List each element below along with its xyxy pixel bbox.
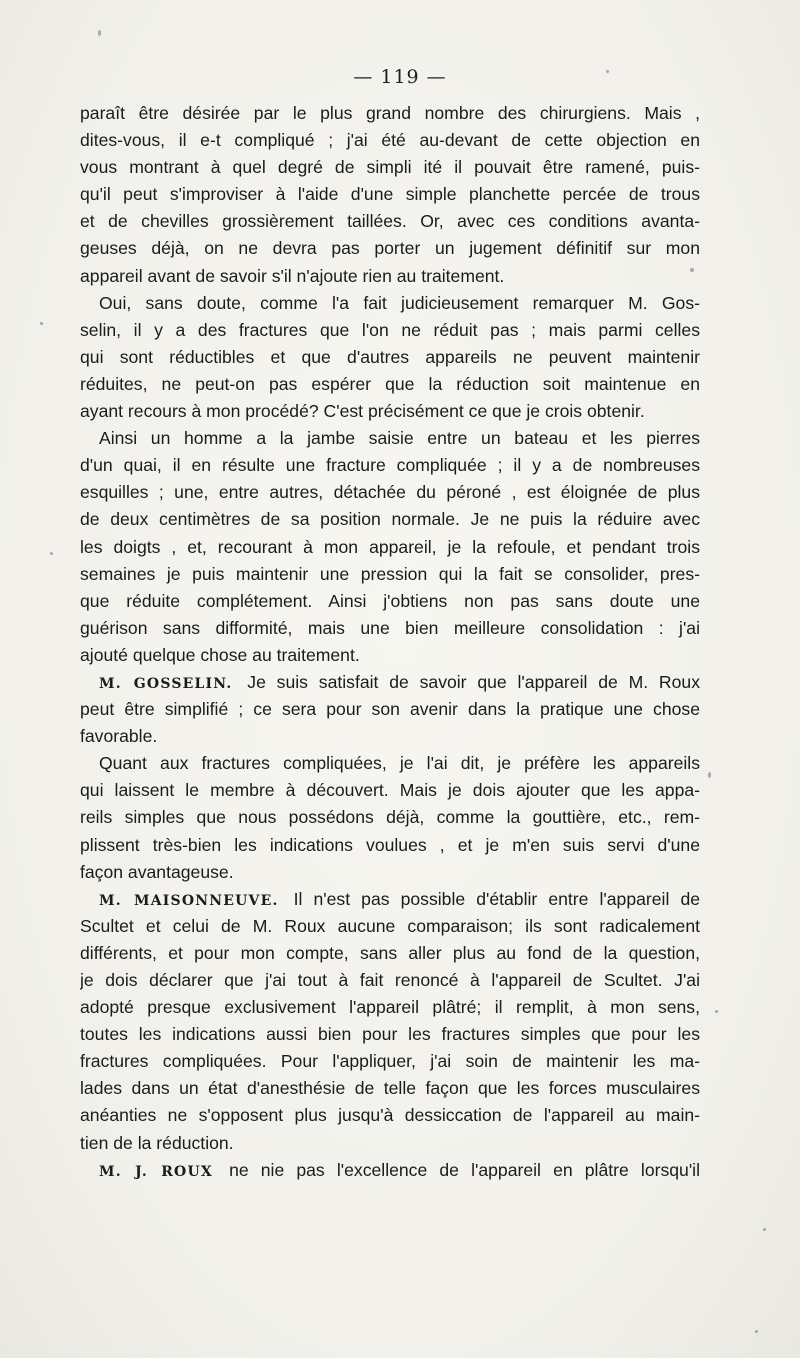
text-line: tien de la réduction. [80,1132,234,1153]
scan-speck [755,1330,758,1333]
text-line: ayant recours à mon procédé? C'est précisément ce que je crois obtenir. [80,401,645,422]
text-line: je dois déclarer que j'ai tout à fait renoncé à l'appareil de Scultet. J'ai [80,970,700,990]
text-line: paraît être désirée par le plus grand nombre des chirurgiens. Mais , [80,103,700,123]
text-line: qui laissent le membre à découvert. Mais je dois ajouter que les appa- [80,780,700,801]
text-line: les doigts , et, recourant à mon appareil, je la refoule, et pendant trois [80,536,700,557]
text-line: réduites, ne peut-on pas espérer que la réduction soit maintenue en [80,373,700,394]
scan-speck [606,70,609,73]
speaker-name: M. J. ROUX [99,1163,213,1180]
speech-text: ne nie pas l'excellence de l'appareil en plâtre lorsqu'il [229,1159,700,1180]
scan-speck [50,552,53,555]
text-line: appareil avant de savoir s'il n'ajoute rien au traitement. [80,265,505,286]
text-line: que réduite complétement. Ainsi j'obtiens non pas sans doute une [80,590,700,611]
scan-speck [98,30,101,36]
scan-speck [40,322,43,325]
speech-text: Je suis satisfait de savoir que l'appareil de M. Roux [247,671,700,692]
speaker-line [80,669,700,696]
scan-speck [763,1228,766,1231]
text-line: d'un quai, il en résulte une fracture compliquée ; il y a de nombreuses [80,455,700,476]
text-line: semaines je puis maintenir une pression qui la fait se consolider, pres- [80,563,700,584]
text-line: fractures compliquées. Pour l'appliquer, j'ai soin de maintenir les ma- [80,1051,700,1072]
body-text [80,100,700,1184]
speaker-name: M. MAISONNEUVE. [99,892,279,909]
text-line: qui sont réductibles et que d'autres appareils ne peuvent maintenir [80,346,700,367]
text-line: selin, il y a des fractures que l'on ne réduit pas ; mais parmi celles [80,319,700,340]
speaker-name: M. GOSSELIN. [99,675,233,692]
scan-speck [708,772,711,778]
text-line: Ainsi un homme a la jambe saisie entre un bateau et les pierres [99,428,700,449]
text-line: de deux centimètres de sa position normale. Je ne puis la réduire avec [80,509,700,530]
text-line: différents, et pour mon compte, sans aller plus au fond de la question, [80,942,700,963]
text-line: reils simples que nous possédons déjà, comme la gouttière, etc., rem- [80,807,700,828]
text-line: Quant aux fractures compliquées, je l'ai dit, je préfère les appareils [99,753,700,774]
text-line: geuses déjà, on ne devra pas porter un jugement définitif sur mon [80,238,700,259]
text-line: et de chevilles grossièrement taillées. Or, avec ces conditions avanta- [80,211,700,232]
text-line: lades dans un état d'anesthésie de telle façon que les forces musculaires [80,1078,700,1099]
text-line: toutes les indications aussi bien pour les fractures simples que pour les [80,1024,700,1045]
text-line: peut être simplifié ; ce sera pour son avenir dans la pratique une chose [80,699,700,720]
text-line: favorable. [80,726,158,747]
text-line: façon avantageuse. [80,861,234,882]
speaker-line [80,1157,700,1184]
scan-speck [715,1010,718,1013]
text-line: ajouté quelque chose au traitement. [80,644,360,665]
page-number: — 119 — [353,66,447,88]
text-line: dites-vous, il e-t compliqué ; j'ai été au-devant de cette objection en [80,130,700,151]
text-line: vous montrant à quel degré de simpli ité il pouvait être ramené, puis- [80,157,700,178]
text-line: esquilles ; une, entre autres, détachée du péroné , est éloignée de plus [80,482,700,503]
speaker-line [80,886,700,913]
text-line: Oui, sans doute, comme l'a fait judicieusement remarquer M. Gos- [99,292,700,313]
text-line: plissent très-bien les indications voulues , et je m'en suis servi d'une [80,834,700,855]
speech-text: Il n'est pas possible d'établir entre l'appareil de [293,888,700,909]
scan-speck [690,268,694,272]
text-line: guérison sans difformité, mais une bien meilleure consolidation : j'ai [80,617,700,638]
text-line: anéanties ne s'opposent plus jusqu'à dessiccation de l'appareil au main- [80,1105,700,1126]
text-line: qu'il peut s'improviser à l'aide d'une simple planchette percée de trous [80,184,700,205]
text-line: adopté presque exclusivement l'appareil plâtré; il remplit, à mon sens, [80,997,700,1018]
text-line: Scultet et celui de M. Roux aucune comparaison; ils sont radicalement [80,915,700,936]
